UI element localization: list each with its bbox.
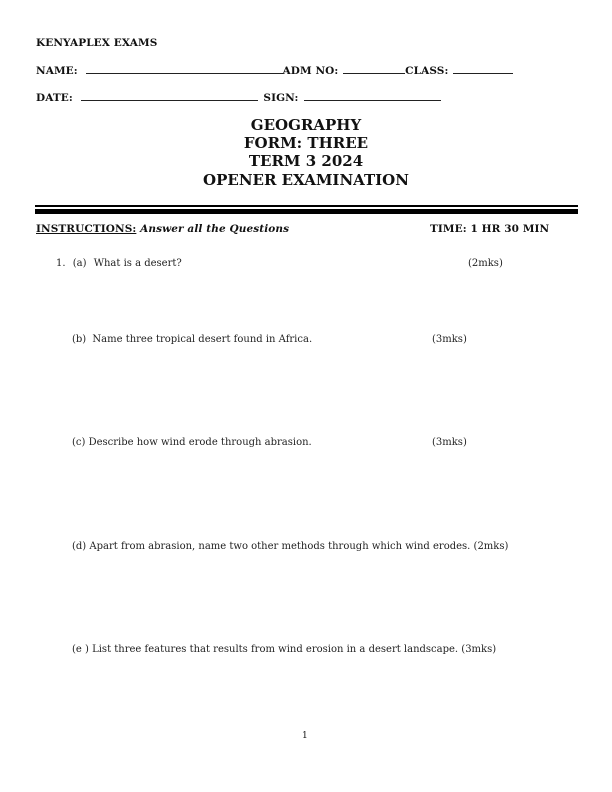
page-number: 1 <box>302 731 308 741</box>
instructions-label: INSTRUCTIONS: <box>36 223 137 235</box>
question-part: (b) <box>72 334 87 345</box>
instructions <box>36 223 289 235</box>
question-1a <box>56 258 182 269</box>
term-title: TERM 3 2024 <box>248 152 364 170</box>
date-label: DATE: <box>36 92 73 104</box>
date-field[interactable] <box>81 91 258 101</box>
sign-field[interactable] <box>304 91 441 101</box>
question-1a-marks: (2mks) <box>468 258 503 269</box>
question-marks: (2mks) <box>473 541 509 552</box>
class-field[interactable] <box>453 64 513 74</box>
question-text: List three features that results from wind erosion in a desert landscape. <box>92 644 459 655</box>
adm-label: ADM NO: <box>282 65 339 77</box>
class-label: CLASS: <box>405 65 449 77</box>
sign-label: SIGN: <box>263 92 299 104</box>
question-1d <box>72 541 508 552</box>
name-label: NAME: <box>36 65 78 77</box>
question-text: What is a desert? <box>93 258 182 269</box>
adm-field[interactable] <box>343 64 405 74</box>
form-title: FORM: THREE <box>243 134 369 152</box>
instructions-text: Answer all the Questions <box>136 223 290 235</box>
date-row <box>36 91 441 104</box>
question-marks: (3mks) <box>461 644 497 655</box>
question-part: (e ) <box>72 644 89 655</box>
question-text: Name three tropical desert found in Africa. <box>92 334 313 345</box>
question-part: (d) <box>72 541 87 552</box>
name-row <box>36 64 513 77</box>
question-1b <box>72 334 312 345</box>
subject-title: GEOGRAPHY <box>250 116 362 134</box>
question-number: 1. <box>56 258 66 269</box>
divider-thin <box>35 205 578 207</box>
question-text: Apart from abrasion, name two other methods through which wind erodes. <box>89 541 471 552</box>
question-1c-marks: (3mks) <box>432 437 467 448</box>
question-part: (c) <box>72 437 86 448</box>
time-allowed: TIME: 1 HR 30 MIN <box>430 223 550 235</box>
question-1c <box>72 437 312 448</box>
question-text: Describe how wind erode through abrasion. <box>88 437 312 448</box>
question-1b-marks: (3mks) <box>432 334 467 345</box>
question-1e <box>72 644 496 655</box>
school-name: KENYAPLEX EXAMS <box>36 37 158 49</box>
question-part: (a) <box>72 258 87 269</box>
exam-title: OPENER EXAMINATION <box>203 171 409 189</box>
name-field[interactable] <box>86 64 283 74</box>
divider-thick <box>35 209 578 214</box>
